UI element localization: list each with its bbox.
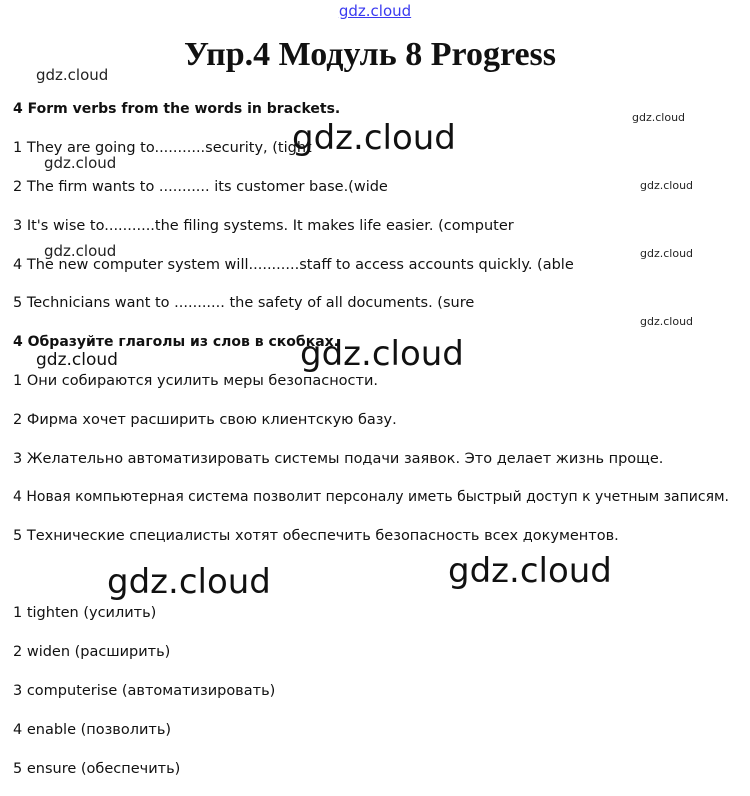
task-en-item: 2 The firm wants to ........... its customer base.(wide bbox=[13, 179, 388, 195]
watermark: gdz.cloud bbox=[292, 118, 456, 158]
answer-item: 4 enable (позволить) bbox=[13, 722, 172, 738]
watermark: gdz.cloud bbox=[107, 562, 271, 602]
answer-item: 1 tighten (усилить) bbox=[13, 605, 157, 621]
watermark: gdz.cloud bbox=[300, 334, 464, 374]
watermark: gdz.cloud bbox=[640, 247, 694, 260]
task-ru-item: 1 Они собираются усилить меры безопасности. bbox=[13, 373, 378, 389]
watermark: gdz.cloud bbox=[36, 350, 118, 370]
task-en-item: 5 Technicians want to ........... the safety of all documents. (sure bbox=[13, 295, 475, 311]
task-ru-item: 2 Фирма хочет расширить свою клиентскую базу. bbox=[13, 412, 397, 428]
watermark: gdz.cloud bbox=[36, 66, 109, 84]
watermark: gdz.cloud bbox=[44, 154, 117, 172]
task-en-heading: 4 Form verbs from the words in brackets. bbox=[13, 101, 341, 117]
watermark: gdz.cloud bbox=[44, 242, 117, 260]
answer-item: 2 widen (расширить) bbox=[13, 644, 171, 660]
watermark: gdz.cloud bbox=[640, 179, 694, 192]
task-ru-heading: 4 Образуйте глаголы из слов в скобках. bbox=[13, 334, 339, 350]
page-title: Упр.4 Модуль 8 Progress bbox=[183, 36, 556, 73]
task-ru-item: 5 Технические специалисты хотят обеспечить безопасность всех документов. bbox=[13, 528, 619, 544]
watermark: gdz.cloud bbox=[632, 111, 686, 124]
task-en-item: 3 It's wise to...........the filing systems. It makes life easier. (computer bbox=[13, 218, 514, 234]
task-en-item: 1 They are going to...........security, (tight bbox=[13, 140, 312, 156]
task-en-item: 4 The new computer system will...........staff to access accounts quickly. (able bbox=[13, 257, 574, 273]
watermark: gdz.cloud bbox=[640, 315, 694, 328]
answer-item: 3 computerise (автоматизировать) bbox=[13, 683, 276, 699]
task-ru-item: 3 Желательно автоматизировать системы подачи заявок. Это делает жизнь проще. bbox=[13, 451, 664, 467]
task-ru-item: 4 Новая компьютерная система позволит персоналу иметь быстрый доступ к учетным записям. bbox=[13, 489, 730, 505]
answer-item: 5 ensure (обеспечить) bbox=[13, 761, 181, 777]
site-mark[interactable]: gdz.cloud bbox=[338, 2, 412, 20]
watermark: gdz.cloud bbox=[448, 551, 612, 591]
